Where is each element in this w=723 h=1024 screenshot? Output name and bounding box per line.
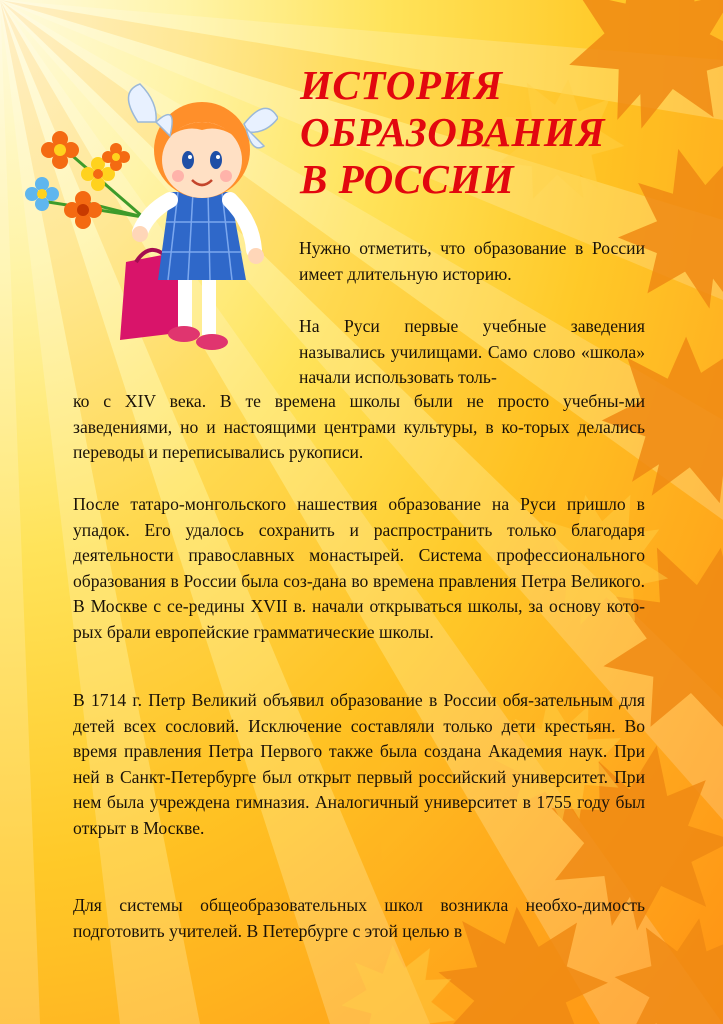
paragraph-rus-schools-bottom: ко с XIV века. В те времена школы были не просто учебны-ми заведениями, но и настоящими центрами культуры, в ко-торых делались переводы и переписывались рукописи. — [73, 391, 645, 462]
title-line-3: В РОССИИ — [300, 156, 515, 202]
paragraph-rus-schools-top: На Руси первые учебные заведения назывались училищами. Само слово «школа» начали использовать толь- — [299, 316, 645, 387]
paragraph-intro: Нужно отметить, что образование в России имеет длительную историю. — [299, 238, 645, 284]
paragraph-tatar-era: После татаро-монгольского нашествия образование на Руси пришло в упадок. Его удалось сохранить и распространить только благодаря деятельности православных монастырей. Система профессионального образования в России была соз-дана во времена правления Петра Великого. В Москве с се-редины XVII в. начали открываться школы, за основу кото-рых брали европейские грамматические школы. — [73, 494, 645, 642]
paragraph-peter-the-great: В 1714 г. Петр Великий объявил образование в России обя-зательным для детей всех сословий. Исключение составляли только дети крестьян. Во время правления Петра Первого также была создана Академия наук. При ней в Санкт-Петербурге был открыт первый российский университет. При нем была учреждена гимназия. Аналогичный университет в 1755 году был открыт в Москве. — [73, 690, 645, 838]
title-line-1: ИСТОРИЯ — [300, 62, 503, 108]
page-title — [300, 62, 700, 203]
title-line-2: ОБРАЗОВАНИЯ — [300, 109, 606, 155]
paragraph-teachers: Для системы общеобразовательных школ возникла необхо-димость подготовить учителей. В Петербурге с этой целью в — [73, 895, 645, 941]
schoolgirl-with-flowers-icon — [8, 62, 278, 372]
